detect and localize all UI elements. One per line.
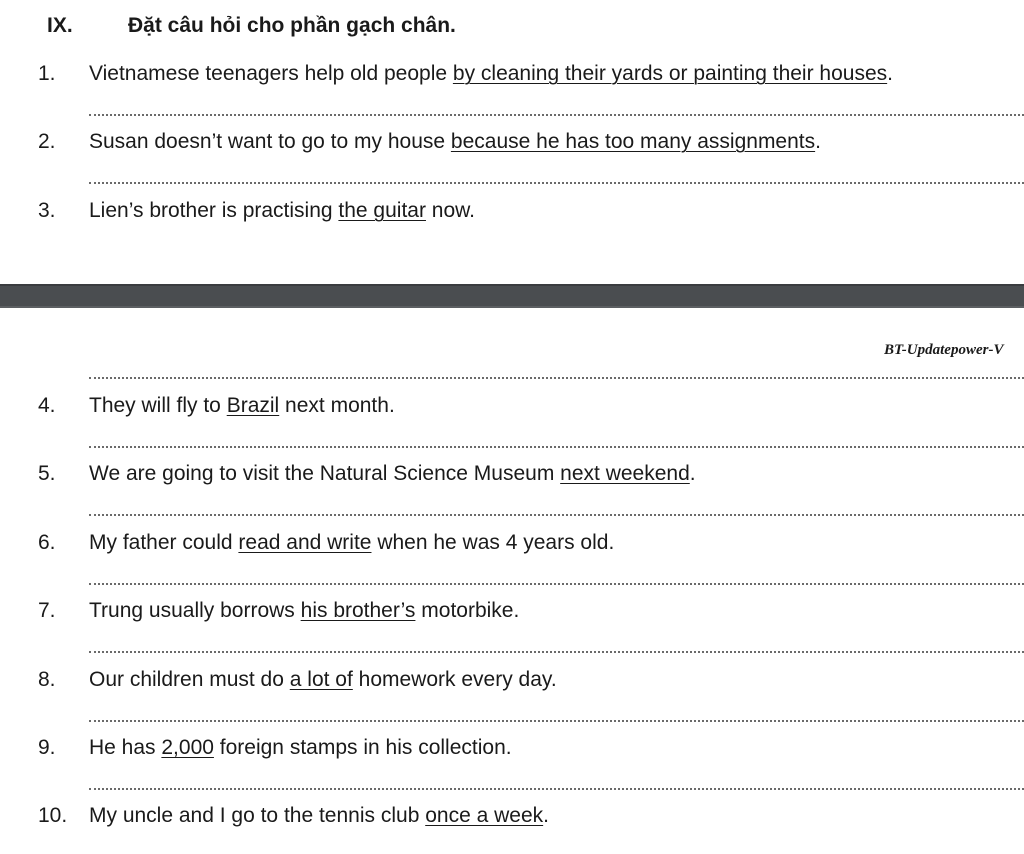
underlined-part: his brother’s: [300, 599, 416, 622]
question-number: 7.: [38, 599, 56, 622]
question-text-after: .: [887, 62, 893, 85]
question-text-after: homework every day.: [352, 668, 557, 691]
question-text-after: foreign stamps in his collection.: [213, 736, 512, 759]
underlined-part: the guitar: [338, 199, 426, 222]
question-number: 9.: [38, 736, 56, 759]
section-title: Đặt câu hỏi cho phần gạch chân.: [128, 14, 456, 37]
question-text: [89, 394, 395, 418]
underlined-part: 2,000: [161, 736, 214, 759]
answer-line-7[interactable]: [89, 651, 1024, 653]
answer-line-8[interactable]: [89, 720, 1024, 722]
section-number: IX.: [47, 14, 73, 37]
question-text: [89, 736, 512, 760]
answer-line-1[interactable]: [89, 114, 1024, 116]
page-header-label: BT-Updatepower-V: [884, 342, 1004, 358]
question-number: 10.: [38, 804, 68, 827]
question-text: [89, 199, 475, 223]
question-number: 1.: [38, 62, 56, 85]
question-text-after: motorbike.: [415, 599, 520, 622]
worksheet-page-bottom: [0, 308, 1024, 854]
question-number: 3.: [38, 199, 56, 222]
question-text-before: They will fly to: [89, 394, 227, 417]
answer-line-6[interactable]: [89, 583, 1024, 585]
page-separator: [0, 284, 1024, 308]
question-text-before: Lien’s brother is practising: [89, 199, 339, 222]
question-number: 4.: [38, 394, 56, 417]
question-text: [89, 130, 821, 154]
question-text: [89, 668, 557, 692]
underlined-part: next weekend: [560, 462, 690, 485]
underlined-part: by cleaning their yards or painting their houses: [452, 62, 888, 85]
question-number: 2.: [38, 130, 56, 153]
question-text-before: Our children must do: [89, 668, 290, 691]
question-text: [89, 462, 696, 486]
question-text-before: Susan doesn’t want to go to my house: [89, 130, 451, 153]
question-text-after: .: [815, 130, 821, 153]
question-text-after: when he was 4 years old.: [371, 531, 615, 554]
question-text-after: .: [689, 462, 696, 485]
underlined-part: a lot of: [289, 668, 353, 691]
question-text: [89, 531, 614, 555]
answer-line-2[interactable]: [89, 182, 1024, 184]
question-text: [89, 804, 549, 828]
underlined-part: because he has too many assignments: [450, 130, 816, 153]
question-text-before: My father could: [89, 531, 239, 554]
answer-line-9[interactable]: [89, 788, 1024, 790]
question-text-before: Trung usually borrows: [89, 599, 301, 622]
question-number: 6.: [38, 531, 56, 554]
answer-line-3[interactable]: [89, 377, 1024, 379]
question-text-after: next month.: [279, 394, 395, 417]
question-text-before: He has: [89, 736, 162, 759]
answer-line-5[interactable]: [89, 514, 1024, 516]
worksheet-page-top: [0, 0, 1024, 284]
question-text-after: now.: [425, 199, 476, 222]
question-text-before: My uncle and I go to the tennis club: [89, 804, 426, 827]
question-number: 8.: [38, 668, 56, 691]
question-number: 5.: [38, 462, 56, 485]
answer-line-4[interactable]: [89, 446, 1024, 448]
question-text-before: We are going to visit the Natural Science Museum: [89, 462, 561, 485]
question-text-before: Vietnamese teenagers help old people: [89, 62, 453, 85]
question-text: [89, 62, 893, 86]
question-text-after: .: [543, 804, 549, 827]
underlined-part: read and write: [238, 531, 372, 554]
underlined-part: once a week: [425, 804, 544, 827]
underlined-part: Brazil: [226, 394, 280, 417]
question-text: [89, 599, 519, 623]
